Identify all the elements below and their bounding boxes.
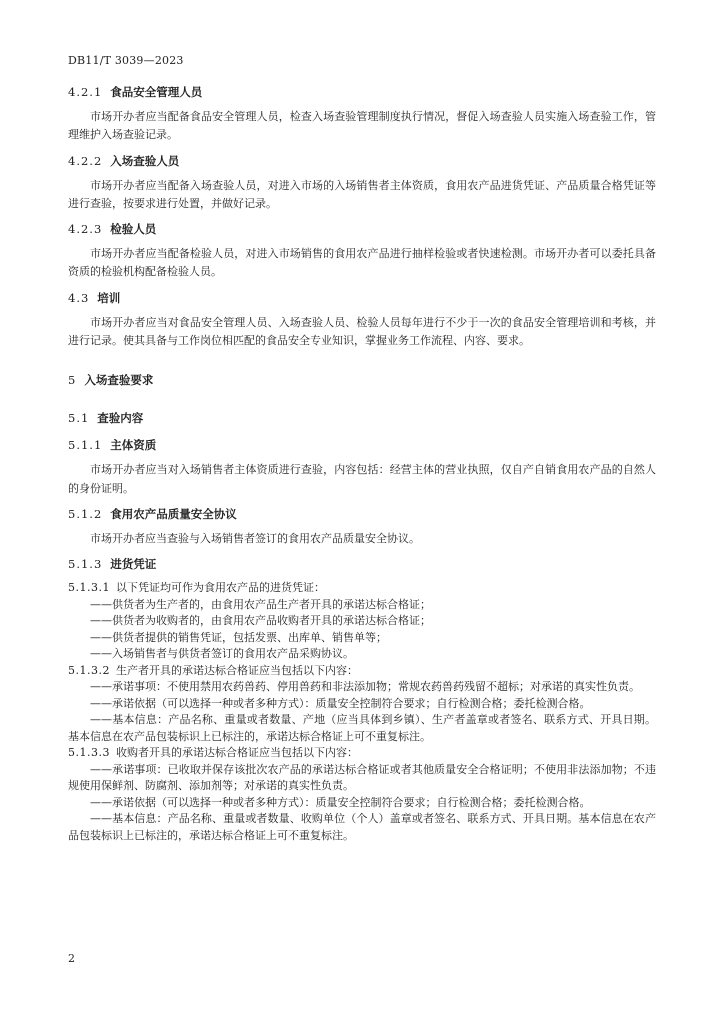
section-number: 4.2.1 xyxy=(68,85,103,99)
list-item: ——供货者为收购者的，由食用农产品收购者开具的承诺达标合格证； xyxy=(90,614,431,628)
page-number: 2 xyxy=(68,952,75,965)
section-title: 食用农产品质量安全协议 xyxy=(110,506,237,521)
clause-text: 收购者开具的承诺达标合格证应当包括以下内容： xyxy=(115,746,358,760)
section-heading-4-2-3 xyxy=(68,221,656,237)
list-item: ——承诺事项：不使用禁用农药兽药、停用兽药和非法添加物；常规农药兽药残留不超标；对承诺的真实性负责。 xyxy=(90,680,640,694)
section-heading-4-2-2 xyxy=(68,153,656,169)
section-paragraph: 市场开办者应当配备食品安全管理人员，检查入场查验管理制度执行情况，督促入场查验人员实施入场查验工作，管理维护入场查验记录。 xyxy=(68,110,656,142)
section-number: 4.2.2 xyxy=(68,153,103,168)
clause-number: 5.1.3.3 xyxy=(68,746,110,760)
section-title: 培训 xyxy=(97,290,121,305)
list-item: ——供货者提供的销售凭证，包括发票、出库单、销售单等； xyxy=(90,630,387,644)
clause-5-1-3-1 xyxy=(68,580,656,597)
section-paragraph: 市场开办者应当查验与入场销售者签订的食用农产品质量安全协议。 xyxy=(90,531,420,545)
section-number: 5.1.3 xyxy=(68,557,103,572)
section-number: 5 xyxy=(68,373,77,388)
section-paragraph: 市场开办者应当对入场销售者主体资质进行查验，内容包括：经营主体的营业执照，仅自产自销食用农产品的自然人的身份证明。 xyxy=(68,463,656,495)
document-code-header: DB11/T 3039—2023 xyxy=(68,54,184,67)
section-paragraph: 市场开办者应当对食品安全管理人员、入场查验人员、检验人员每年进行不少于一次的食品安全管理培训和考核，并进行记录。使其具备与工作岗位相匹配的食品安全专业知识，掌握业务工作流程、内容、要求。 xyxy=(68,315,656,348)
clause-text: 生产者开具的承诺达标合格证应当包括以下内容： xyxy=(115,663,358,677)
list-item: ——承诺依据（可以选择一种或者多种方式）：质量安全控制符合要求；自行检测合格；委托检测合格。 xyxy=(90,795,591,809)
list-item: ——供货者为生产者的，由食用农产品生产者开具的承诺达标合格证； xyxy=(90,597,431,611)
clause-number: 5.1.3.2 xyxy=(68,663,110,677)
section-heading-5-1-1 xyxy=(68,437,656,453)
list-item: ——承诺依据（可以选择一种或者多种方式）：质量安全控制符合要求；自行检测合格；委托检测合格。 xyxy=(90,696,591,710)
section-heading-5-1-2 xyxy=(68,506,656,522)
clause-number: 5.1.3.1 xyxy=(68,581,110,595)
section-title: 食品安全管理人员 xyxy=(110,85,203,99)
section-title: 入场查验人员 xyxy=(110,153,180,168)
section-title: 查验内容 xyxy=(97,411,144,426)
section-title: 检验人员 xyxy=(110,222,157,237)
section-number: 5.1.2 xyxy=(68,506,103,521)
clause-text: 以下凭证均可作为食用农产品的进货凭证： xyxy=(115,581,325,595)
section-heading-5-1 xyxy=(68,410,656,426)
section-number: 5.1.1 xyxy=(68,438,103,453)
section-paragraph: 市场开办者应当配备检验人员，对进入市场销售的食用农产品进行抽样检验或者快速检测。市场开办者可以委托具备资质的检验机构配备检验人员。 xyxy=(68,247,656,279)
clause-5-1-3-3 xyxy=(68,745,656,762)
section-title: 主体资质 xyxy=(110,438,157,453)
section-title: 进货凭证 xyxy=(110,557,157,572)
section-number: 4.2.3 xyxy=(68,222,103,237)
section-heading-4-3 xyxy=(68,290,656,306)
section-number: 5.1 xyxy=(68,411,90,426)
section-paragraph: 市场开办者应当配备入场查验人员，对进入市场的入场销售者主体资质，食用农产品进货凭证、产品质量合格凭证等进行查验，按要求进行处置，并做好记录。 xyxy=(68,178,656,210)
list-item: ——基本信息：产品名称、重量或者数量、收购单位（个人）盖章或者签名、联系方式、开具日期。基本信息在农产品包装标识上已标注的，承诺达标合格证上可不重复标注。 xyxy=(68,812,656,842)
section-heading-4-2-1 xyxy=(68,84,656,100)
section-number: 4.3 xyxy=(68,290,90,305)
list-item: ——入场销售者与供货者签订的食用农产品采购协议。 xyxy=(90,647,354,661)
document-body xyxy=(68,84,656,844)
clause-5-1-3-2 xyxy=(68,663,656,680)
list-item: ——基本信息：产品名称、重量或者数量、产地（应当具体到乡镇）、生产者盖章或者签名、联系方式、开具日期。基本信息在农产品包装标识上已标注的，承诺达标合格证上可不重复标注。 xyxy=(68,713,656,743)
section-heading-5-1-3 xyxy=(68,556,656,572)
section-title: 入场查验要求 xyxy=(84,373,154,388)
list-item: ——承诺事项：已收取并保存该批次农产品的承诺达标合格证或者其他质量安全合格证明；不使用非法添加物；不违规使用保鲜剂、防腐剂、添加剂等；对承诺的真实性负责。 xyxy=(68,762,656,793)
chapter-heading-5 xyxy=(68,372,656,388)
